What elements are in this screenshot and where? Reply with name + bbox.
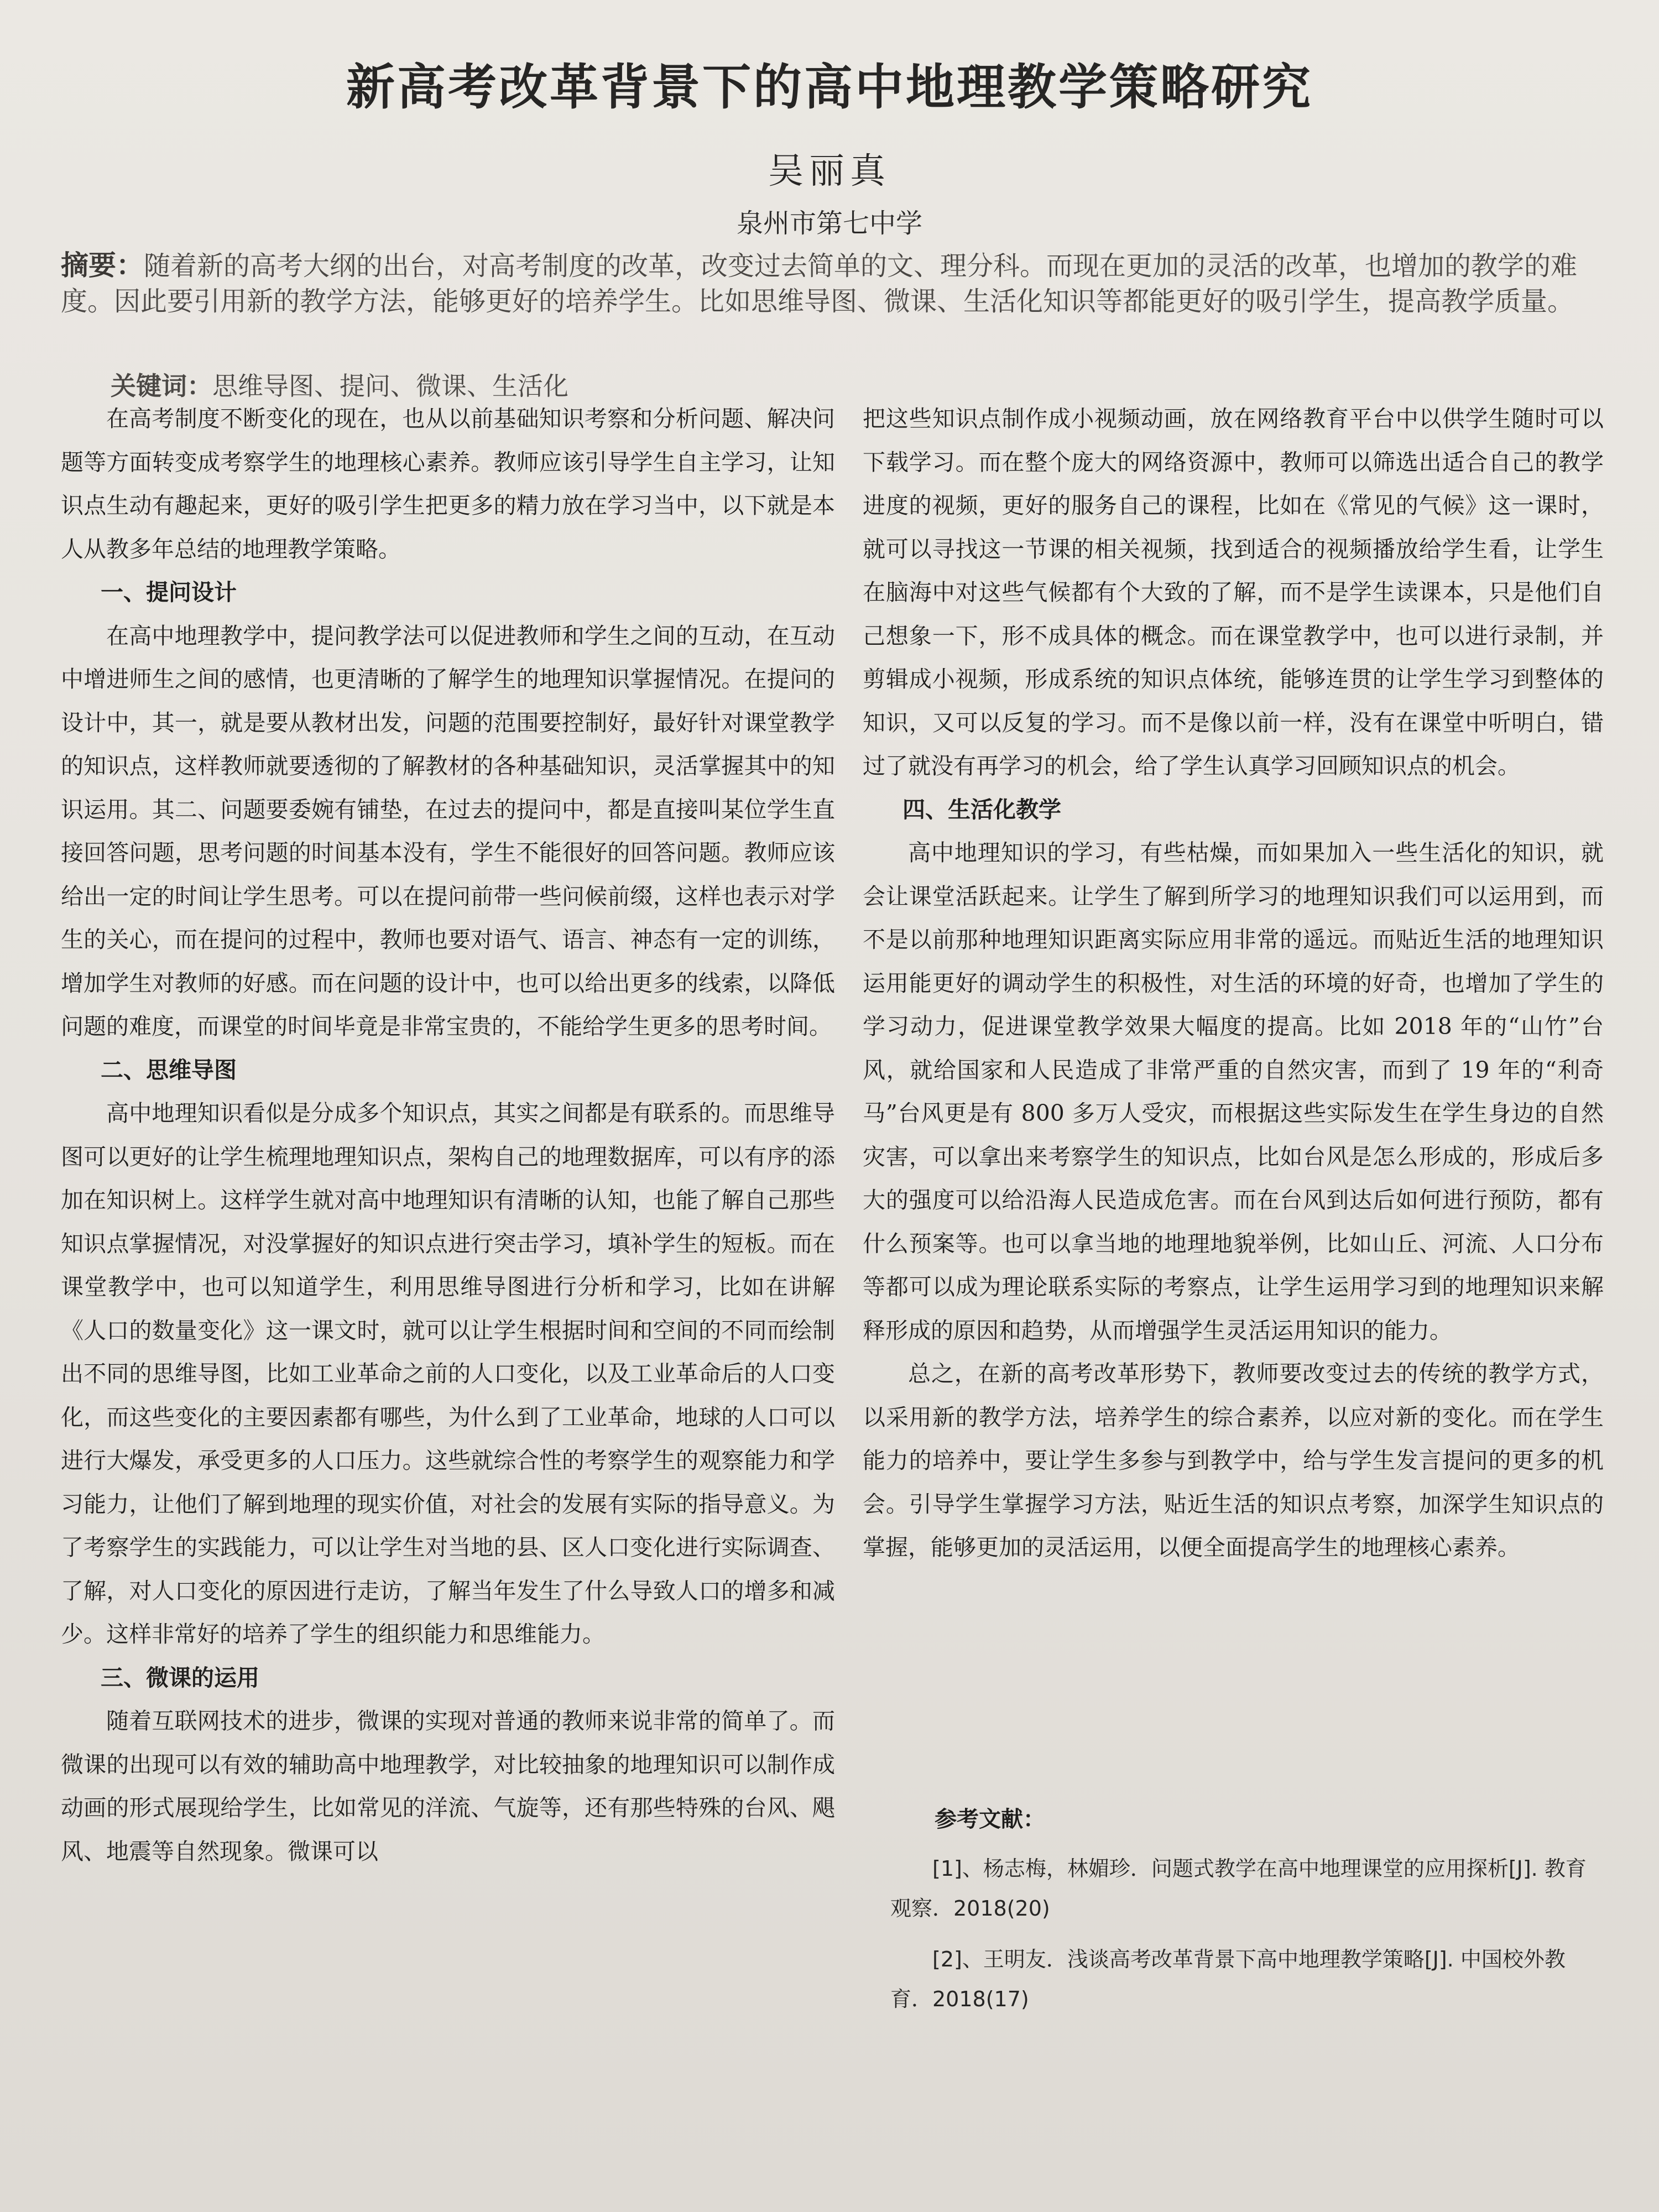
keywords-text: 思维导图、提问、微课、生活化 bbox=[212, 371, 568, 401]
abstract-label: 摘要： bbox=[61, 249, 144, 281]
abstract bbox=[61, 248, 1615, 319]
keywords-label: 关键词： bbox=[111, 371, 212, 401]
section-paragraph-mind-map: 高中地理知识看似是分成多个知识点，其实之间都是有联系的。而思维导图可以更好的让学生梳理地理知识点，架构自己的地理数据库，可以有序的添加在知识树上。这样学生就对高中地理知识有清晰的认知，也能了解自己那些知识点掌握情况，对没掌握好的知识点进行突击学习，填补学生的短板。而在课堂教学中，也可以知道学生，利用思维导图进行分析和学习，比如在讲解《人口的数量变化》这一课文时，就可以让学生根据时间和空间的不同而绘制出不同的思维导图，比如工业革命之前的人口变化，以及工业革命后的人口变化，而这些变化的主要因素都有哪些，为什么到了工业革命，地球的人口可以进行大爆发，承受更多的人口压力。这些就综合性的考察学生的观察能力和学习能力，让他们了解到地理的现实价值，对社会的发展有实际的指导意义。为了考察学生的实践能力，可以让学生对当地的县、区人口变化进行实际调查、了解，对人口变化的原因进行走访，了解当年发生了什么导致人口的增多和减少。这样非常好的培养了学生的组织能力和思维能力。 bbox=[61, 1100, 835, 1647]
paper-title: 新高考改革背景下的高中地理教学策略研究 bbox=[346, 59, 1313, 116]
section-paragraph-micro-lesson: 随着互联网技术的进步，微课的实现对普通的教师来说非常的简单了。而微课的出现可以有效的辅助高中地理教学，对比较抽象的地理知识可以制作成动画的形式展现给学生，比如常见的洋流、气旋等，还有那些特殊的台风、飓风、地震等自然现象。微课可以 bbox=[61, 1708, 835, 1865]
reference-item: [2]、王明友．浅谈高考改革背景下高中地理教学策略[J]. 中国校外教育．2018(17) bbox=[890, 1947, 1566, 2011]
abstract-text: 随着新的高考大纲的出台，对高考制度的改革，改变过去简单的文、理分科。而现在更加的灵活的改革，也增加的教学的难度。因此要引用新的教学方法，能够更好的培养学生。比如思维导图、微课、生活化知识等都能更好的吸引学生，提高教学质量。 bbox=[61, 251, 1578, 317]
conclusion-paragraph: 总之，在新的高考改革形势下，教师要改变过去的传统的教学方式，以采用新的教学方法，培养学生的综合素养，以应对新的变化。而在学生能力的培养中，要让学生多参与到教学中，给与学生发言提问的更多的机会。引导学生掌握学习方法，贴近生活的知识点考察，加深学生知识点的掌握，能够更加的灵活运用，以便全面提高学生的地理核心素养。 bbox=[863, 1360, 1604, 1561]
references bbox=[890, 1800, 1604, 2030]
section-heading-mind-map: 二、思维导图 bbox=[101, 1056, 237, 1083]
right-column bbox=[863, 397, 1604, 1569]
section-paragraph-micro-lesson-cont: 把这些知识点制作成小视频动画，放在网络教育平台中以供学生随时可以下载学习。而在整个庞大的网络资源中，教师可以筛选出适合自己的教学进度的视频，更好的服务自己的课程，比如在《常见的气候》这一课时，就可以寻找这一节课的相关视频，找到适合的视频播放给学生看，让学生在脑海中对这些气候都有个大致的了解，而不是学生读课本，只是他们自己想象一下，形不成具体的概念。而在课堂教学中，也可以进行录制，并剪辑成小视频，形成系统的知识点体统，能够连贯的让学生学习到整体的知识，又可以反复的学习。而不是像以前一样，没有在课堂中听明白，错过了就没有再学习的机会，给了学生认真学习回顾知识点的机会。 bbox=[863, 405, 1604, 779]
reference-item: [1]、杨志梅，林媚珍．问题式教学在高中地理课堂的应用探析[J]. 教育观察．2018(20) bbox=[890, 1856, 1587, 1921]
section-paragraph-life-teaching: 高中地理知识的学习，有些枯燥，而如果加入一些生活化的知识，就会让课堂活跃起来。让学生了解到所学习的地理知识我们可以运用到，而不是以前那种地理知识距离实际应用非常的遥远。而贴近生活的地理知识运用能更好的调动学生的积极性，对生活的环境的好奇，也增加了学生的学习动力，促进课堂教学效果大幅度的提高。比如 2018 年的“山竹”台风，就给国家和人民造成了非常严重的自然灾害，而到了 19 年的“利奇马”台风更是有 800 多万人受灾，而根据这些实际发生在学生身边的自然灾害，可以拿出来考察学生的知识点，比如台风是怎么形成的，形成后多大的强度可以给沿海人民造成危害。而在台风到达后如何进行预防，都有什么预案等。也可以拿当地的地理地貌举例，比如山丘、河流、人口分布等都可以成为理论联系实际的考察点，让学生运用学习到的地理知识来解释形成的原因和趋势，从而增强学生灵活运用知识的能力。 bbox=[863, 839, 1604, 1344]
section-heading-life-teaching: 四、生活化教学 bbox=[902, 796, 1061, 823]
intro-paragraph: 在高考制度不断变化的现在，也从以前基础知识考察和分析问题、解决问题等方面转变成考察学生的地理核心素养。教师应该引导学生自主学习，让知识点生动有趣起来，更好的吸引学生把更多的精力放在学习当中，以下就是本人从教多年总结的地理教学策略。 bbox=[61, 405, 835, 562]
section-heading-questioning: 一、提问设计 bbox=[101, 579, 237, 606]
section-paragraph-questioning: 在高中地理教学中，提问教学法可以促进教师和学生之间的互动，在互动中增进师生之间的感情，也更清晰的了解学生的地理知识掌握情况。在提问的设计中，其一，就是要从教材出发，问题的范围要控制好，最好针对课堂教学的知识点，这样教师就要透彻的了解教材的各种基础知识，灵活掌握其中的知识运用。其二、问题要委婉有铺垫，在过去的提问中，都是直接叫某位学生直接回答问题，思考问题的时间基本没有，学生不能很好的回答问题。教师应该给出一定的时间让学生思考。可以在提问前带一些问候前缀，这样也表示对学生的关心，而在提问的过程中，教师也要对语气、语言、神态有一定的训练，增加学生对教师的好感。而在问题的设计中，也可以给出更多的线索，以降低问题的难度，而课堂的时间毕竟是非常宝贵的，不能给学生更多的思考时间。 bbox=[61, 622, 835, 1040]
affiliation: 泉州市第七中学 bbox=[736, 208, 922, 239]
left-column bbox=[61, 397, 835, 1873]
references-heading: 参考文献： bbox=[935, 1807, 1045, 1832]
section-heading-micro-lesson: 三、微课的运用 bbox=[101, 1664, 259, 1691]
author-name: 吴丽真 bbox=[768, 151, 891, 192]
